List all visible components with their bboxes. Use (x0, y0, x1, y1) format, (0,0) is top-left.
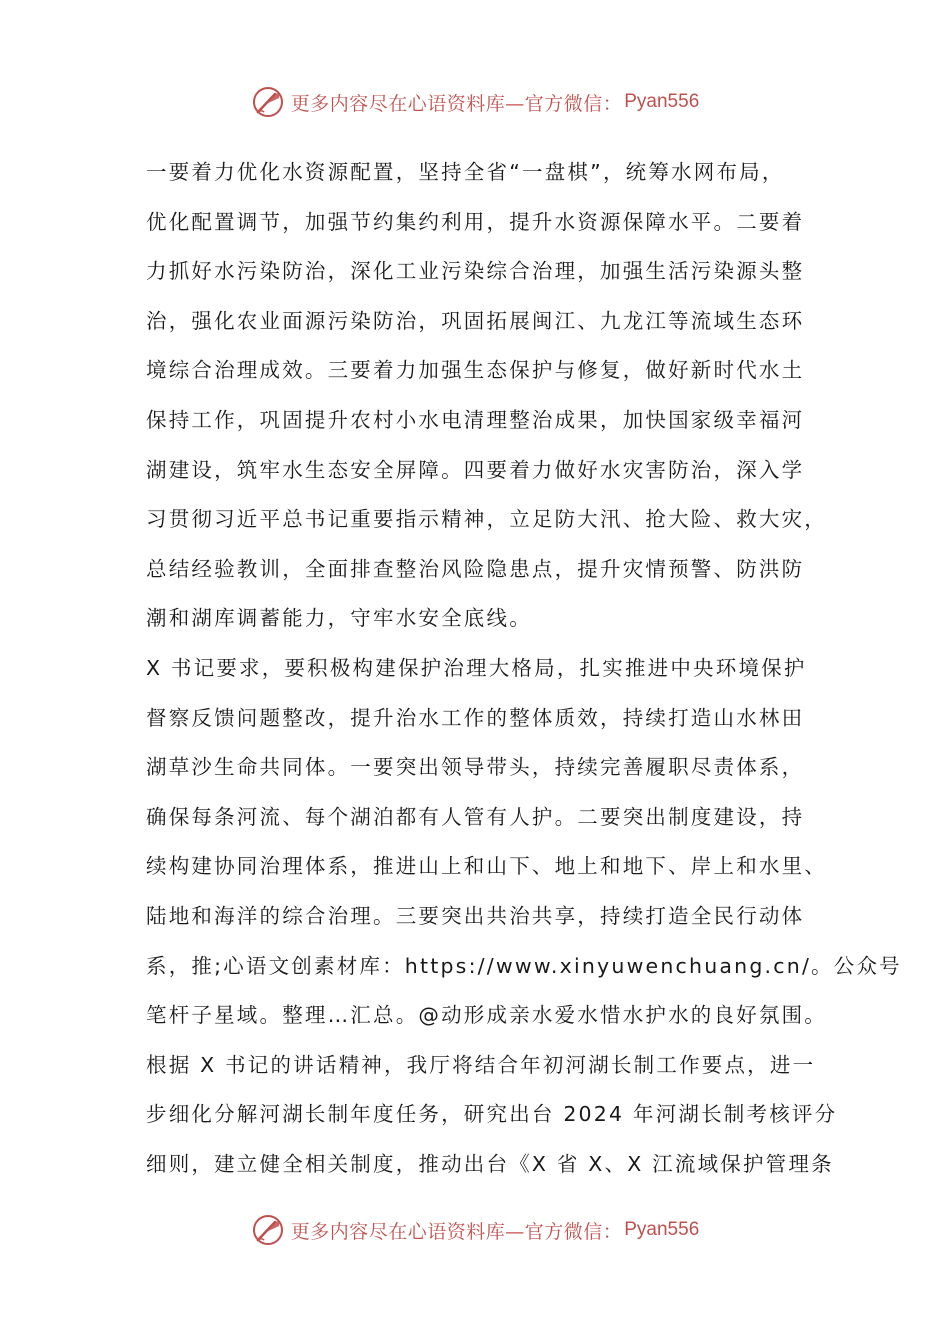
body-line: 步细化分解河湖长制年度任务，研究出台 2024 年河湖长制考核评分 (146, 1102, 838, 1127)
footer-watermark (0, 1208, 950, 1252)
body-line: 潮和湖库调蓄能力，守牢水安全底线。 (146, 606, 532, 631)
body-line: 一要着力优化水资源配置，坚持全省“一盘棋”，统筹水网布局， (146, 160, 785, 184)
body-line: 系，推;心语文创素材库：https://www.xinyuwenchuang.cn/。公众号 (146, 953, 902, 978)
body-line: 笔杆子星域。整理…汇总。@动形成亲水爱水惜水护水的良好氛围。 (146, 1003, 827, 1028)
body-line: 湖建设，筑牢水生态安全屏障。四要着力做好水灾害防治，深入学 (146, 457, 805, 482)
footer-watermark-text: 更多内容尽在心语资料库—官方微信： (290, 1220, 623, 1243)
body-line: 根据 X 书记的讲话精神，我厅将结合年初河湖长制工作要点，进一 (146, 1052, 816, 1077)
body-line: 境综合治理成效。三要着力加强生态保护与修复，做好新时代水土 (146, 358, 805, 383)
header-watermark-text: 更多内容尽在心语资料库—官方微信： (290, 92, 623, 115)
body-line: 总结经验教训，全面排查整治风险隐患点，提升灾情预警、防洪防 (146, 556, 805, 581)
body-line: 力抓好水污染防治，深化工业污染综合治理，加强生活污染源头整 (146, 259, 805, 284)
body-line: 优化配置调节，加强节约集约利用，提升水资源保障水平。二要着 (146, 209, 805, 234)
footer-watermark-id: Pyan556 (624, 1219, 700, 1240)
header-watermark (0, 80, 950, 124)
document-body (146, 148, 902, 1189)
body-line: 细则，建立健全相关制度，推动出台《X 省 X、X 江流域保护管理条 (146, 1151, 834, 1176)
header-watermark-id: Pyan556 (624, 91, 700, 112)
body-line: 治，强化农业面源污染防治，巩固拓展闽江、九龙江等流域生态环 (146, 308, 805, 333)
body-line: 确保每条河流、每个湖泊都有人管有人护。二要突出制度建设，持 (146, 804, 805, 829)
body-line: 续构建协同治理体系，推进山上和山下、地上和地下、岸上和水里、 (146, 854, 827, 879)
body-line: X 书记要求，要积极构建保护治理大格局，扎实推进中央环境保护 (146, 655, 807, 680)
body-line: 保持工作，巩固提升农村小水电清理整治成果，加快国家级幸福河 (146, 407, 805, 432)
body-line: 湖草沙生命共同体。一要突出领导带头，持续完善履职尽责体系， (146, 755, 805, 780)
body-line: 督察反馈问题整改，提升治水工作的整体质效，持续打造山水林田 (146, 705, 805, 730)
quill-pen-logo-icon (251, 85, 285, 119)
body-line: 习贯彻习近平总书记重要指示精神，立足防大汛、抢大险、救大灾， (146, 507, 827, 532)
body-line: 陆地和海洋的综合治理。三要突出共治共享，持续打造全民行动体 (146, 903, 805, 928)
quill-pen-logo-icon (251, 1213, 285, 1247)
